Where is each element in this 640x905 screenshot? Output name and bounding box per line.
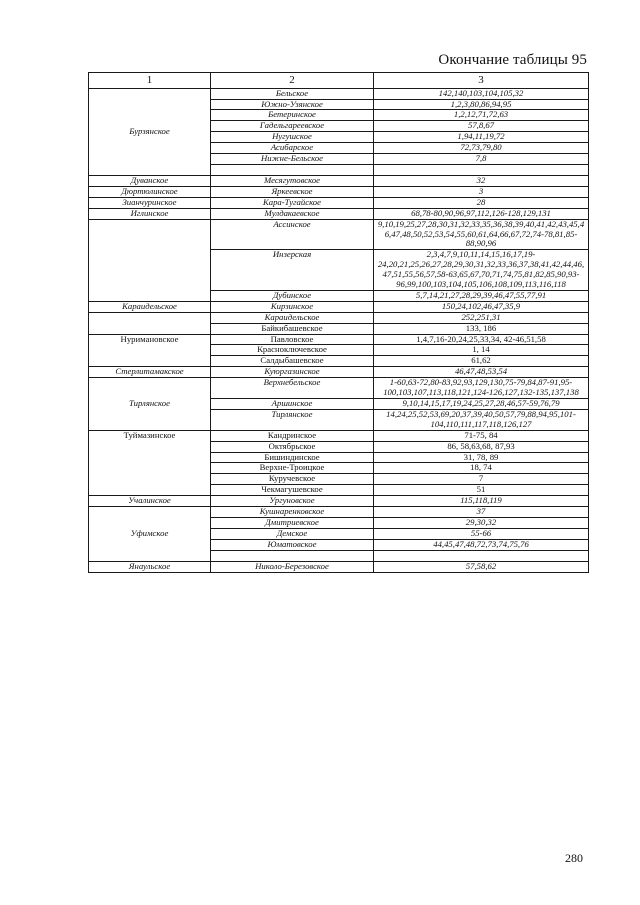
- forestry-cell: Верхнебельское: [211, 378, 374, 399]
- quarters-cell: 1-60,63-72,80-83,92,93,129,130,75-79,84,87-91,95-100,103,107,113,118,121,124-126,127,132-135,137,138: [374, 378, 589, 399]
- quarters-cell: 1,94,11,19,72: [374, 132, 589, 143]
- table-row: [89, 301, 589, 312]
- district-cell: Туймазинское: [89, 430, 211, 495]
- forestry-cell: [211, 164, 374, 175]
- district-cell: Учалинское: [89, 496, 211, 507]
- quarters-cell: 32: [374, 175, 589, 186]
- district-cell: Тирлянское: [89, 378, 211, 431]
- quarters-cell: 29,30,32: [374, 517, 589, 528]
- quarters-cell: 68,78-80,90,96,97,112,126-128,129,131: [374, 208, 589, 219]
- forestry-cell: Яркеевское: [211, 186, 374, 197]
- quarters-cell: 1,2,3,80,86,94,95: [374, 99, 589, 110]
- district-cell: Янаульское: [89, 561, 211, 572]
- quarters-cell: 57,8,67: [374, 121, 589, 132]
- forestry-cell: Кушнаренковское: [211, 507, 374, 518]
- table-row: [89, 430, 589, 441]
- quarters-cell: 3: [374, 186, 589, 197]
- forestry-cell: Салдыбашевское: [211, 356, 374, 367]
- forestry-cell: Асибарское: [211, 143, 374, 154]
- district-cell: Караидельское: [89, 301, 211, 312]
- forestry-cell: Кандринское: [211, 430, 374, 441]
- quarters-cell: 18, 74: [374, 463, 589, 474]
- quarters-cell: 14,24,25,52,53,69,20,37,39,40,50,57,79,88,94,95,101-104,110,111,117,118,126,127: [374, 409, 589, 430]
- forestry-cell: Мулдакаевское: [211, 208, 374, 219]
- forestry-cell: Куюргазинское: [211, 367, 374, 378]
- forestry-cell: Месягутовское: [211, 175, 374, 186]
- district-cell: Дуванское: [89, 175, 211, 186]
- forestry-cell: Гадельгареевское: [211, 121, 374, 132]
- quarters-cell: 1, 14: [374, 345, 589, 356]
- quarters-cell: 57,58,62: [374, 561, 589, 572]
- table-row: [89, 208, 589, 219]
- district-cell: Дюртюлинское: [89, 186, 211, 197]
- quarters-cell: 55-66: [374, 528, 589, 539]
- quarters-cell: 61,62: [374, 356, 589, 367]
- quarters-cell: 150,24,102,46,47,35,9: [374, 301, 589, 312]
- district-cell: Уфимское: [89, 507, 211, 562]
- forestry-cell: Кирзинское: [211, 301, 374, 312]
- quarters-cell: 133, 186: [374, 323, 589, 334]
- forestry-cell: Бельское: [211, 88, 374, 99]
- quarters-cell: 9,10,14,15,17,19,24,25,27,28,46,57-59,76,79: [374, 399, 589, 410]
- table-row: [89, 334, 589, 345]
- table-header-row: [89, 73, 589, 89]
- quarters-cell: 31, 78, 89: [374, 452, 589, 463]
- quarters-cell: 142,140,103,104,105,32: [374, 88, 589, 99]
- district-cell: Стерлитамакское: [89, 367, 211, 378]
- forestry-cell: Юматовское: [211, 539, 374, 550]
- quarters-cell: 71-75, 84: [374, 430, 589, 441]
- forestry-cell: Николо-Березовское: [211, 561, 374, 572]
- forestry-cell: Бетеринское: [211, 110, 374, 121]
- quarters-cell: 37: [374, 507, 589, 518]
- table-row: [89, 367, 589, 378]
- quarters-cell: [374, 164, 589, 175]
- forestry-cell: Куручевское: [211, 474, 374, 485]
- forestry-cell: Чекмагушевское: [211, 485, 374, 496]
- district-cell: Зианчуринское: [89, 197, 211, 208]
- table-row: [89, 378, 589, 399]
- forestry-cell: Дубинское: [211, 290, 374, 301]
- table-row: [89, 175, 589, 186]
- quarters-cell: 86, 58,63,68, 87,93: [374, 441, 589, 452]
- district-cell: Бурзянское: [89, 88, 211, 175]
- table-row: [89, 219, 589, 250]
- district-cell: [89, 312, 211, 334]
- forestry-cell: Дмитриевское: [211, 517, 374, 528]
- quarters-cell: 72,73,79,80: [374, 143, 589, 154]
- table-row: [89, 312, 589, 323]
- quarters-cell: 115,118,119: [374, 496, 589, 507]
- quarters-cell: 51: [374, 485, 589, 496]
- quarters-cell: 7,8: [374, 154, 589, 165]
- quarters-cell: 2,3,4,7,9,10,11,14,15,16,17,19-24,20,21,25,26,27,28,29,30,31,32,33,36,37,38,41,42,44,46,47,51,55,56,57,58-63,65,67,70,71,74,75,81,82,85,90,93-96,99,100,103,104,105,106,108,109,113,116,118: [374, 250, 589, 291]
- quarters-cell: 46,47,48,53,54: [374, 367, 589, 378]
- forestry-cell: Октябрьское: [211, 441, 374, 452]
- quarters-cell: 7: [374, 474, 589, 485]
- forestry-cell: Ургуновское: [211, 496, 374, 507]
- forestry-cell: Павловское: [211, 334, 374, 345]
- quarters-cell: 1,2,12,71,72,63: [374, 110, 589, 121]
- table-row: [89, 496, 589, 507]
- quarters-cell: 5,7,14,21,27,28,29,39,46,47,55,77,91: [374, 290, 589, 301]
- forestry-cell: Аршинское: [211, 399, 374, 410]
- table-row: [89, 88, 589, 99]
- table-row: [89, 197, 589, 208]
- forestry-cell: [211, 550, 374, 561]
- quarters-cell: 44,45,47,48,72,73,74,75,76: [374, 539, 589, 550]
- table-row: [89, 186, 589, 197]
- forestry-cell: Верхне-Троицкое: [211, 463, 374, 474]
- quarters-cell: 252,251,31: [374, 312, 589, 323]
- table-row: [89, 561, 589, 572]
- forestry-cell: Южно-Узянское: [211, 99, 374, 110]
- district-cell: Иглинское: [89, 208, 211, 219]
- district-cell: [89, 219, 211, 301]
- data-table: [88, 72, 589, 573]
- header-cell: 2: [211, 73, 374, 89]
- header-cell: 3: [374, 73, 589, 89]
- table-caption: Окончание таблицы 95: [438, 52, 587, 68]
- forestry-cell: Тирлянское: [211, 409, 374, 430]
- forestry-cell: Караидельское: [211, 312, 374, 323]
- quarters-cell: [374, 550, 589, 561]
- district-cell: Нуримановское: [89, 334, 211, 367]
- quarters-cell: 9,10,19,25,27,28,30,31,32,33,35,36,38,39,40,41,42,43,45,46,47,48,50,52,53,54,55,60,61,64,66,67,72,74-78,81,85-88,90,96: [374, 219, 589, 250]
- forestry-cell: Ассинское: [211, 219, 374, 250]
- forestry-cell: Байкибашевское: [211, 323, 374, 334]
- table-row: [89, 507, 589, 518]
- forestry-cell: Красноключевское: [211, 345, 374, 356]
- forestry-cell: Инзерская: [211, 250, 374, 291]
- quarters-cell: 28: [374, 197, 589, 208]
- forestry-cell: Демское: [211, 528, 374, 539]
- forestry-cell: Нугушское: [211, 132, 374, 143]
- forestry-cell: Бишиндинское: [211, 452, 374, 463]
- header-cell: 1: [89, 73, 211, 89]
- forestry-cell: Нижне-Бельское: [211, 154, 374, 165]
- page-number: 280: [565, 851, 583, 865]
- forestry-cell: Кара-Тугайское: [211, 197, 374, 208]
- quarters-cell: 1,4,7,16-20,24,25,33,34, 42-46,51,58: [374, 334, 589, 345]
